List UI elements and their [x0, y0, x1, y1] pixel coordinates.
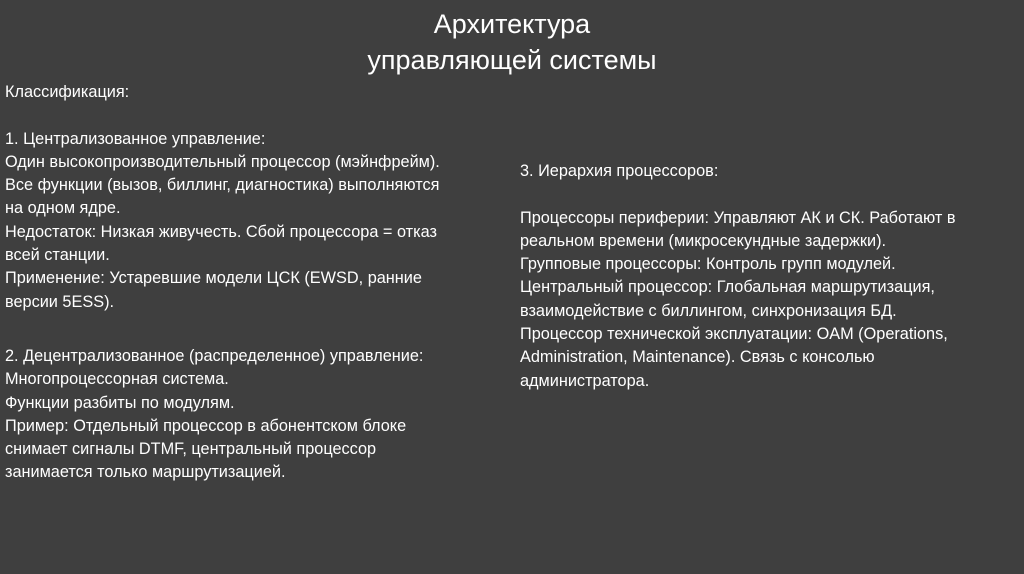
hierarchy-line: Administration, Maintenance). Связь с консолью	[520, 348, 875, 367]
centralized-line: Один высокопроизводительный процессор (мэйнфрейм).	[5, 152, 440, 171]
hierarchy-section	[520, 160, 956, 393]
centralized-line: Применение: Устаревшие модели ЦСК (EWSD, ранние	[5, 269, 422, 288]
hierarchy-line: Процессоры периферии: Управляют АК и СК. Работают в	[520, 208, 956, 227]
hierarchy-line: Групповые процессоры: Контроль групп модулей.	[520, 255, 896, 274]
slide-title-line-1: Архитектура	[433, 9, 591, 39]
decentralized-heading: 2. Децентрализованное (распределенное) управление:	[5, 347, 424, 365]
hierarchy-line: администратора.	[520, 371, 650, 390]
centralized-line: версии 5ESS).	[5, 292, 115, 311]
decentralized-section	[5, 345, 423, 485]
decentralized-line: снимает сигналы DTMF, центральный процессор	[5, 440, 377, 459]
hierarchy-line: взаимодействие с биллингом, синхронизация БД.	[520, 301, 897, 320]
decentralized-line: занимается только маршрутизацией.	[5, 463, 286, 482]
centralized-line: Недостаток: Низкая живучесть. Сбой процессора = отказ	[5, 222, 437, 241]
centralized-section	[5, 81, 440, 314]
decentralized-line: Функции разбиты по модулям.	[5, 393, 235, 412]
slide-title	[0, 6, 1024, 78]
slide-title-line-2: управляющей системы	[367, 45, 657, 75]
hierarchy-line: Центральный процессор: Глобальная маршрутизация,	[520, 278, 935, 297]
spacer	[520, 183, 956, 206]
centralized-line: на одном ядре.	[5, 199, 121, 218]
centralized-heading: 1. Централизованное управление:	[5, 129, 266, 148]
hierarchy-heading: 3. Иерархия процессоров:	[520, 162, 719, 180]
hierarchy-line: Процессор технической эксплуатации: OAM (Operations,	[520, 325, 948, 344]
decentralized-line: Многопроцессорная система.	[5, 370, 229, 389]
hierarchy-line: реальном времени (микросекундные задержки).	[520, 231, 887, 250]
decentralized-line: Пример: Отдельный процессор в абонентском блоке	[5, 416, 407, 435]
spacer	[5, 104, 440, 127]
classification-heading: Классификация:	[5, 83, 130, 101]
centralized-line: Все функции (вызов, биллинг, диагностика) выполняются	[5, 176, 440, 195]
centralized-line: всей станции.	[5, 246, 110, 265]
